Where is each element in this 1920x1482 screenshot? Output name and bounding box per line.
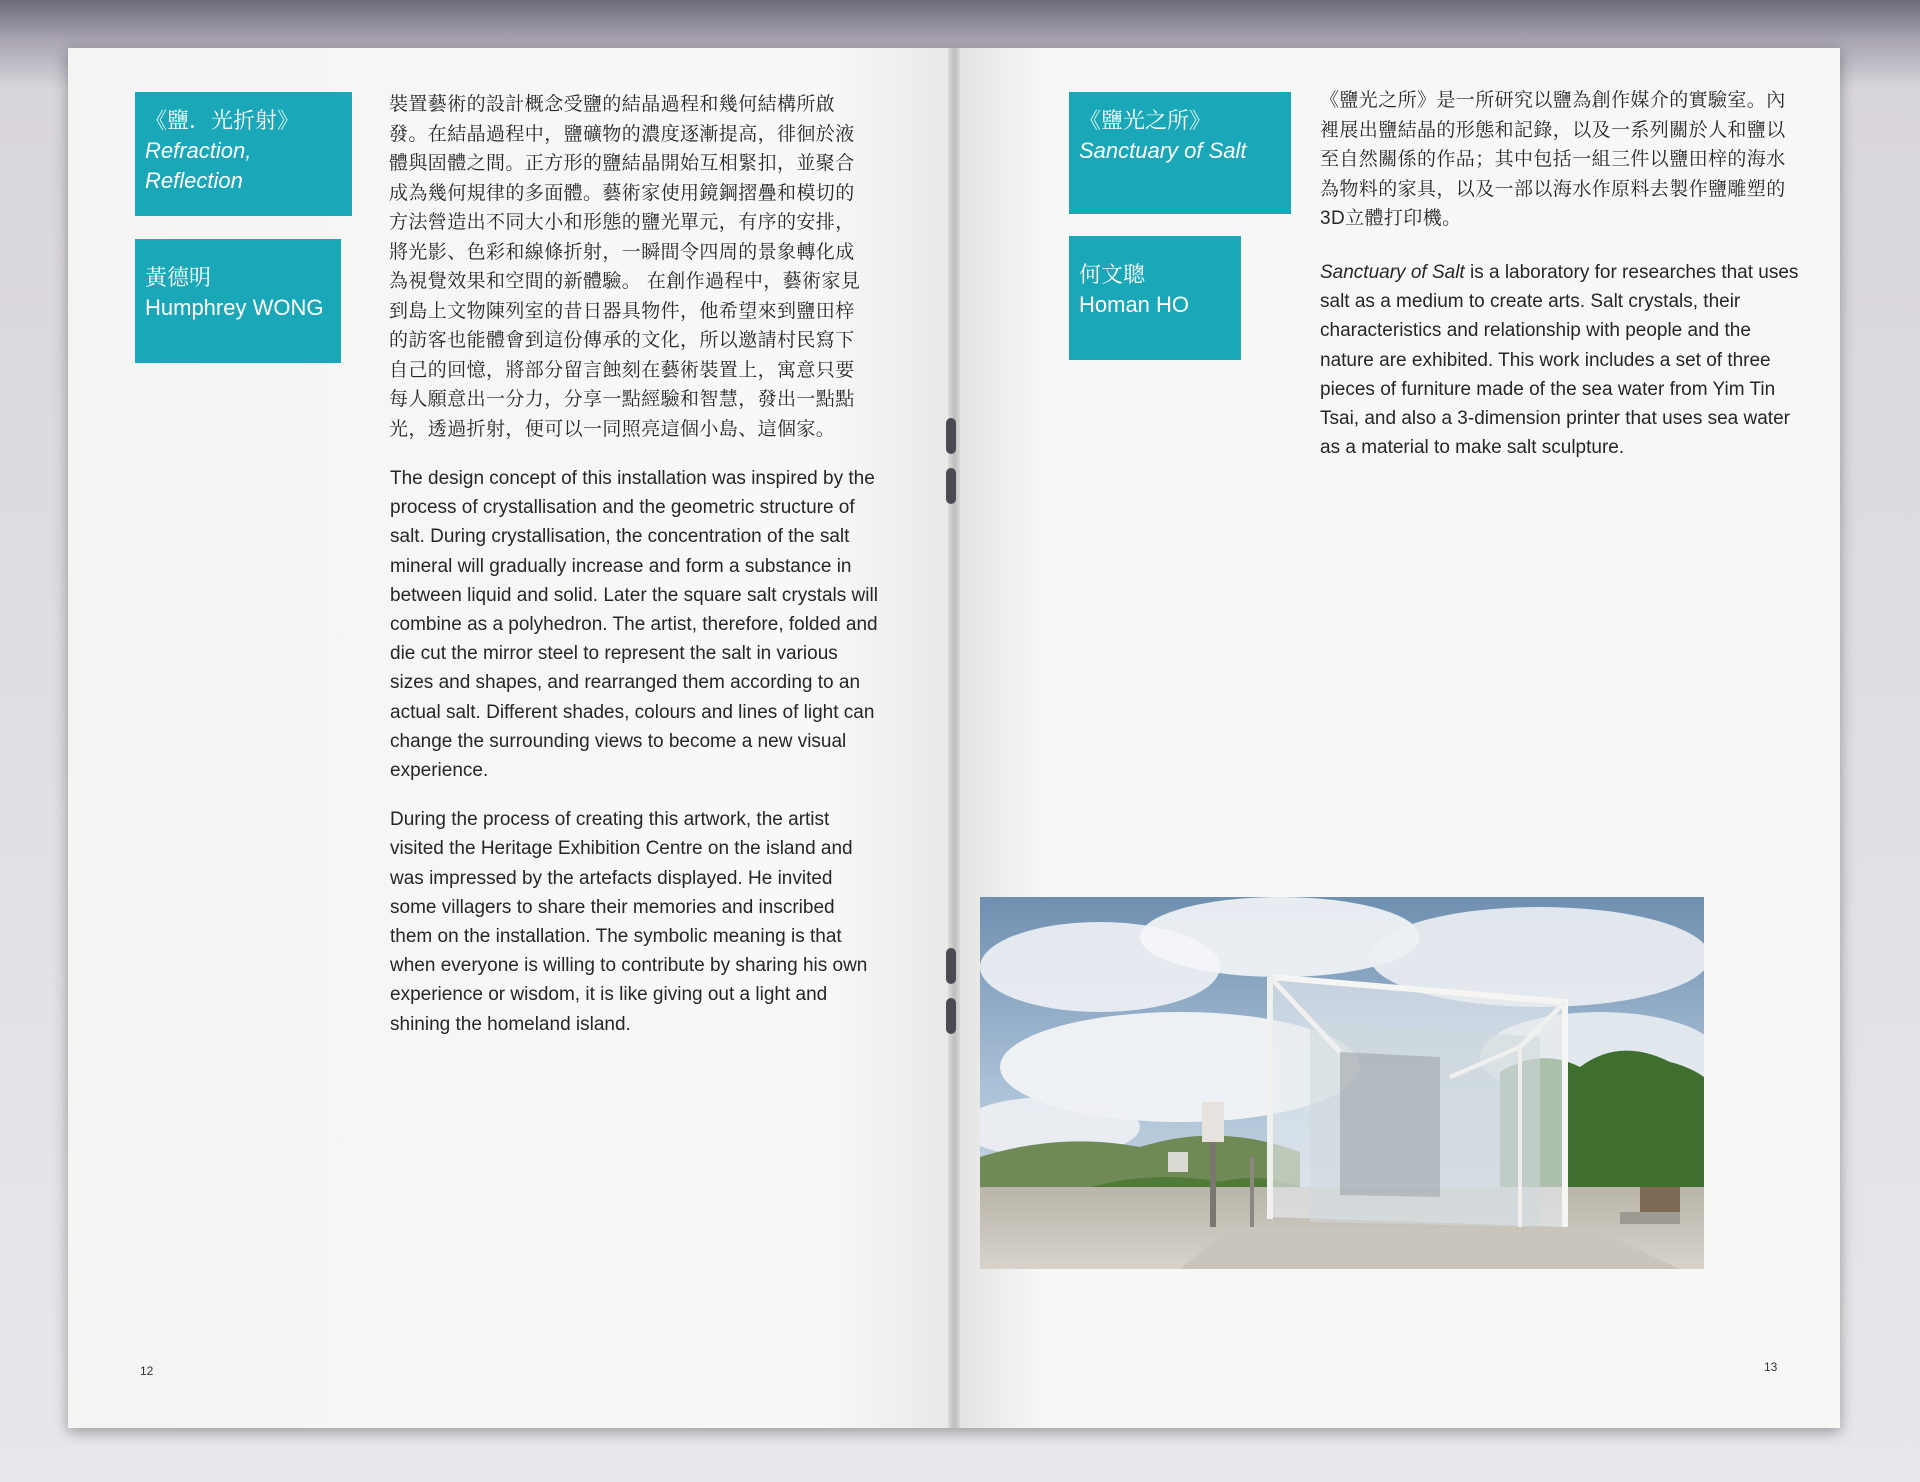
artist-en-name: Homan HO — [1079, 292, 1190, 317]
zh-description — [389, 90, 873, 464]
zh-title: 《鹽．光折射》 — [145, 108, 300, 133]
en-title-line2: Reflection — [145, 168, 243, 193]
binding-staple — [946, 998, 956, 1034]
zh-title: 《鹽光之所》 — [1079, 108, 1212, 133]
binding-staple — [946, 468, 956, 504]
binding-staple — [946, 948, 956, 984]
page-number-13: 13 — [1764, 1360, 1778, 1374]
artist-en-name: Humphrey WONG — [145, 295, 324, 320]
artist-zh-name: 黃德明 — [145, 265, 212, 290]
installation-photo — [980, 897, 1704, 1269]
en-description — [1320, 258, 1800, 482]
en-description — [390, 464, 880, 1059]
en-title-line1: Refraction, — [145, 138, 252, 163]
zh-paragraph: 裝置藝術的設計概念受鹽的結晶過程和幾何結構所啟發。在結晶過程中，鹽礦物的濃度逐漸提高，徘徊於液體與固體之間。正方形的鹽結晶開始互相緊扣，並聚合成為幾何規律的多面體。藝術家使用鏡鋼摺疊和模切的方法營造出不同大小和形態的鹽光單元，有序的安排，將光影、色彩和線條折射，一瞬間令四周的景象轉化成為視覺效果和空間的新體驗。 在創作過程中，藝術家見到島上文物陳列室的昔日器具物件，他希望來到鹽田梓的訪客也能體會到這份傳承的文化，所以邀請村民寫下自己的回憶，將部分留言蝕刻在藝術裝置上，寓意只要每人願意出一分力，分享一點經驗和智慧，發出一點點光，透過折射，便可以一同照亮這個小島、這個家。 — [389, 94, 861, 440]
title-box-sanctuary — [1069, 92, 1291, 214]
en-paragraph-1: The design concept of this installation was inspired by the process of crystallisation and the geometric structure of salt. During crystallisation, the concentration of the salt mineral will gradually increase and form a substance in between liquid and solid. Later the square salt crystals will combine as a polyhedron. The artist, therefore, folded and die cut the mirror steel to represent the salt in various sizes and shapes, and rearranged them according to an actual salt. Different shades, colours and lines of light can change the surrounding views to become a new visual experience. — [390, 468, 878, 782]
book-gutter — [948, 48, 960, 1428]
title-box-refraction — [135, 92, 352, 216]
zh-paragraph: 《鹽光之所》是一所研究以鹽為創作媒介的實驗室。內裡展出鹽結晶的形態和記錄，以及一系列關於人和鹽以至自然關係的作品；其中包括一組三件以鹽田梓的海水為物料的家具，以及一部以海水作原料去製作鹽雕塑的3D立體打印機。 — [1320, 90, 1786, 229]
artist-box-homan-ho — [1069, 236, 1241, 360]
left-page — [68, 48, 954, 1428]
en-title: Sanctuary of Salt — [1079, 138, 1247, 163]
zh-description — [1320, 86, 1794, 254]
en-paragraph — [1320, 258, 1800, 462]
page-number-12: 12 — [140, 1364, 154, 1378]
binding-staple — [946, 418, 956, 454]
artist-box-humphrey-wong — [135, 239, 341, 363]
artist-zh-name: 何文聰 — [1079, 262, 1146, 287]
en-paragraph-text: is a laboratory for researches that uses salt as a medium to create arts. Salt crystals, their characteristics and relationship with people and the nature are exhibited. This work includes a set of three pieces of furniture made of the sea water from Yim Tin Tsai, and also a 3-dimension printer that uses sea water as a material to make salt sculpture. — [1320, 262, 1799, 459]
en-paragraph-2: During the process of creating this artwork, the artist visited the Heritage Exhibition Centre on the island and was impressed by the artefacts displayed. He invited some villagers to share their memories and inscribed them on the installation. The symbolic meaning is that when everyone is willing to contribute by sharing his own experience or wisdom, it is like giving out a light and shining the homeland island. — [390, 809, 868, 1035]
en-inline-title: Sanctuary of Salt — [1320, 262, 1465, 283]
